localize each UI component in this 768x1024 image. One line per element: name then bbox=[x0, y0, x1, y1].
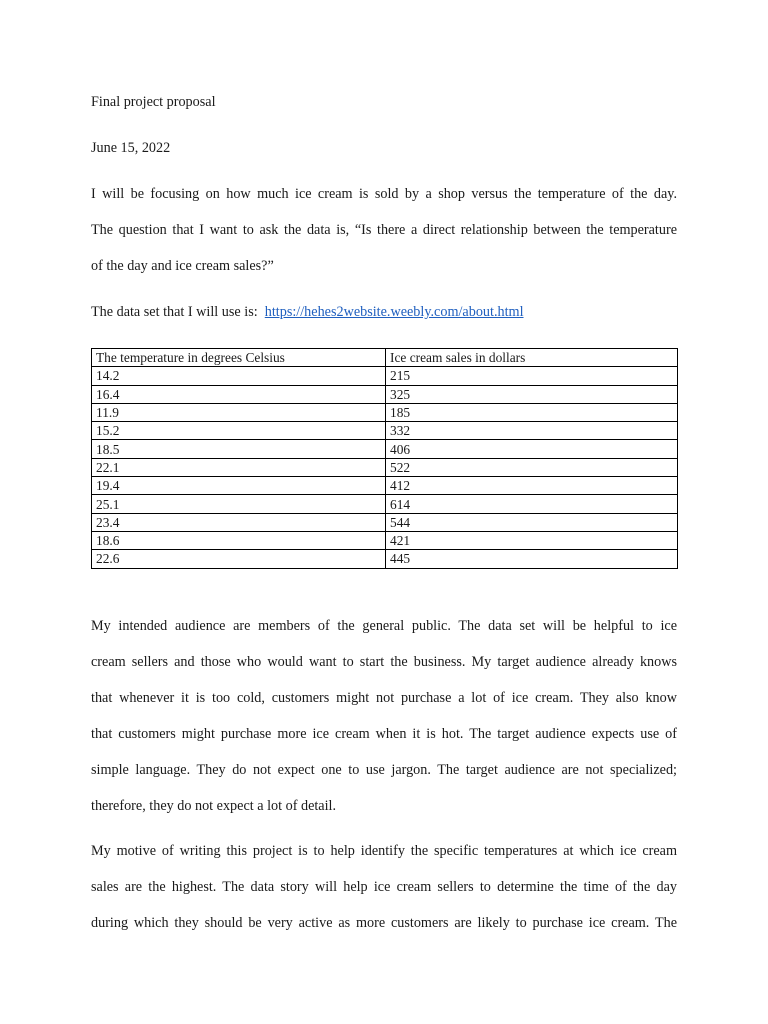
sales-cell: 445 bbox=[386, 550, 678, 568]
temperature-cell: 18.6 bbox=[92, 531, 386, 549]
temperature-cell: 11.9 bbox=[92, 403, 386, 421]
temperature-cell: 14.2 bbox=[92, 367, 386, 385]
sales-cell: 185 bbox=[386, 403, 678, 421]
audience-line: that whenever it is too cold, customers might not purchase a lot of ice cream. They also know bbox=[91, 690, 677, 706]
table-row bbox=[92, 513, 678, 531]
table-row bbox=[92, 477, 678, 495]
intro-line: The question that I want to ask the data is, “Is there a direct relationship between the temperature bbox=[91, 222, 677, 238]
temperature-cell: 19.4 bbox=[92, 477, 386, 495]
sales-cell: 215 bbox=[386, 367, 678, 385]
sales-cell: 412 bbox=[386, 477, 678, 495]
temperature-cell: 23.4 bbox=[92, 513, 386, 531]
column-header-sales: Ice cream sales in dollars bbox=[386, 349, 678, 367]
motive-line: sales are the highest. The data story will help ice cream sellers to determine the time of the day bbox=[91, 879, 677, 895]
audience-line: that customers might purchase more ice cream when it is hot. The target audience expects use of bbox=[91, 726, 677, 742]
temperature-cell: 18.5 bbox=[92, 440, 386, 458]
temperature-cell: 16.4 bbox=[92, 385, 386, 403]
intro-line: of the day and ice cream sales?” bbox=[91, 258, 274, 274]
audience-line: therefore, they do not expect a lot of detail. bbox=[91, 798, 337, 814]
table-header-row bbox=[92, 349, 678, 367]
table-row bbox=[92, 550, 678, 568]
sales-cell: 522 bbox=[386, 458, 678, 476]
table-row bbox=[92, 403, 678, 421]
temperature-cell: 22.6 bbox=[92, 550, 386, 568]
table-row bbox=[92, 458, 678, 476]
sales-cell: 332 bbox=[386, 422, 678, 440]
sales-cell: 614 bbox=[386, 495, 678, 513]
audience-line: My intended audience are members of the general public. The data set will be helpful to ice bbox=[91, 618, 677, 634]
dataset-line bbox=[91, 303, 524, 321]
column-header-temperature: The temperature in degrees Celsius bbox=[92, 349, 386, 367]
table-row bbox=[92, 385, 678, 403]
temperature-cell: 15.2 bbox=[92, 422, 386, 440]
audience-line: cream sellers and those who would want to start the business. My target audience already knows bbox=[91, 654, 677, 670]
document-title: Final project proposal bbox=[91, 94, 216, 110]
intro-line: I will be focusing on how much ice cream is sold by a shop versus the temperature of the day. bbox=[91, 186, 677, 202]
sales-cell: 325 bbox=[386, 385, 678, 403]
table-row bbox=[92, 531, 678, 549]
table-row bbox=[92, 367, 678, 385]
motive-line: during which they should be very active as more customers are likely to purchase ice cream. The bbox=[91, 915, 677, 931]
temperature-cell: 25.1 bbox=[92, 495, 386, 513]
document-date: June 15, 2022 bbox=[91, 140, 171, 156]
dataset-prefix: The data set that I will use is: bbox=[91, 304, 258, 320]
sales-cell: 544 bbox=[386, 513, 678, 531]
temperature-cell: 22.1 bbox=[92, 458, 386, 476]
table-row bbox=[92, 422, 678, 440]
dataset-link[interactable]: https://hehes2website.weebly.com/about.html bbox=[264, 304, 524, 320]
table-row bbox=[92, 440, 678, 458]
audience-line: simple language. They do not expect one to use jargon. The target audience are not specialized; bbox=[91, 762, 677, 778]
sales-cell: 421 bbox=[386, 531, 678, 549]
table-row bbox=[92, 495, 678, 513]
sales-cell: 406 bbox=[386, 440, 678, 458]
motive-line: My motive of writing this project is to help identify the specific temperatures at which ice cream bbox=[91, 843, 677, 859]
data-table bbox=[91, 348, 678, 569]
